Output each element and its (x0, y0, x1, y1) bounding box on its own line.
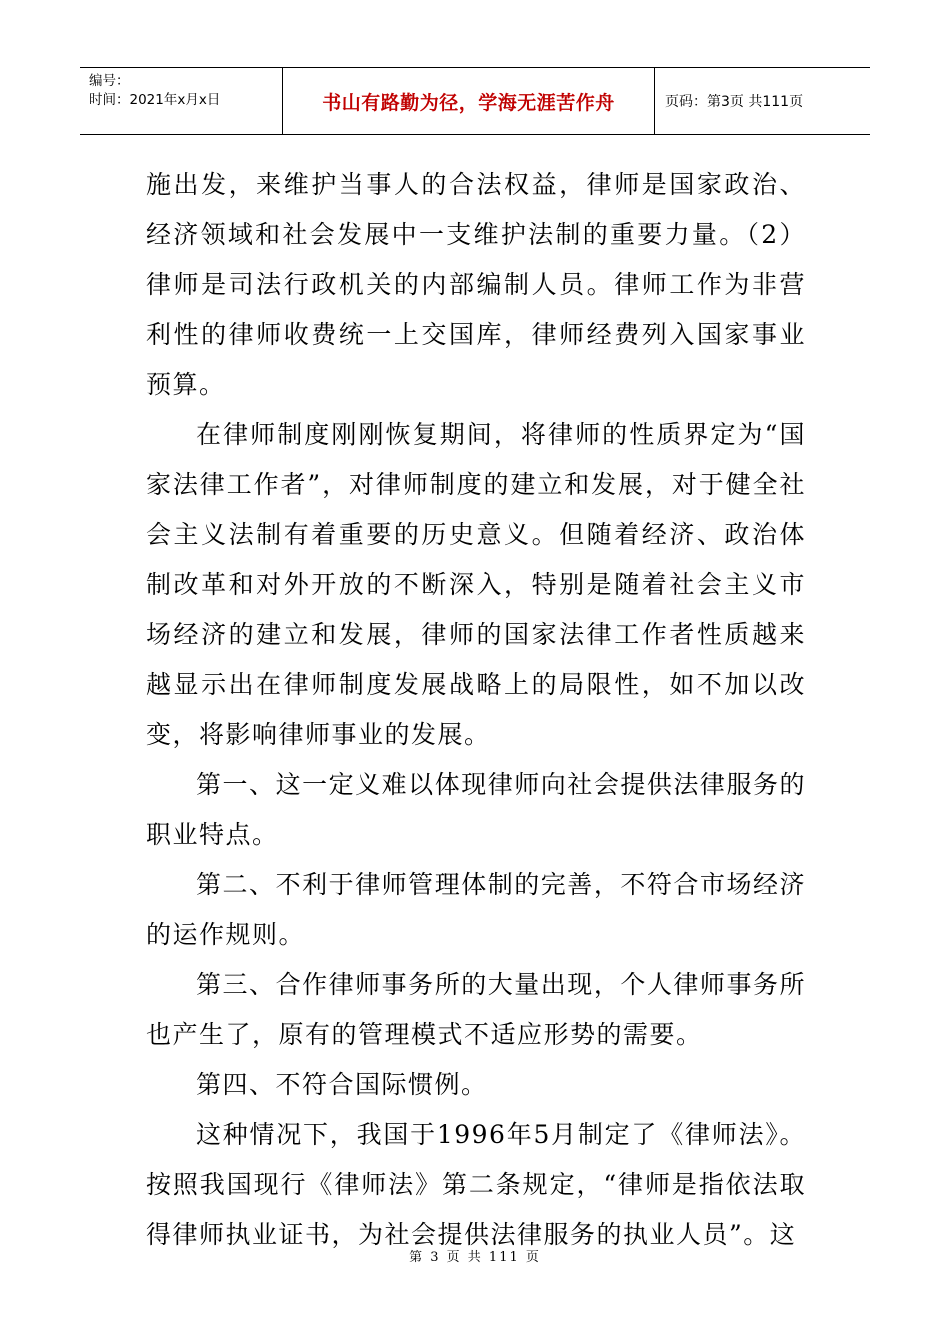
paragraph: 第三、合作律师事务所的大量出现，个人律师事务所也产生了，原有的管理模式不适应形势的需要。 (146, 970, 806, 1049)
paragraph: 第一、这一定义难以体现律师向社会提供法律服务的职业特点。 (146, 770, 806, 849)
document-number-label: 编号： (89, 73, 130, 89)
paragraph: 施出发，来维护当事人的合法权益，律师是国家政治、经济领域和社会发展中一支维护法制的重要力量。（2）律师是司法行政机关的内部编制人员。律师工作为非营利性的律师收费统一上交国库，律师经费列入国家事业预算。 (146, 170, 806, 399)
document-body (146, 160, 806, 1260)
paragraph: 第二、不利于律师管理体制的完善，不符合市场经济的运作规则。 (146, 870, 806, 949)
header-page-info: 页码：第3页 共111页 (665, 94, 804, 110)
header-meta (80, 68, 283, 134)
paragraph: 在律师制度刚刚恢复期间，将律师的性质界定为“国家法律工作者”，对律师制度的建立和发展，对于健全社会主义法制有着重要的历史意义。但随着经济、政治体制改革和对外开放的不断深入，特别是随着社会主义市场经济的建立和发展，律师的国家法律工作者性质越来越显示出在律师制度发展战略上的局限性，如不加以改变，将影响律师事业的发展。 (146, 420, 806, 749)
page-header (80, 67, 870, 135)
paragraph: 这种情况下，我国于1996年5月制定了《律师法》。按照我国现行《律师法》第二条规定，“律师是指依法取得律师执业证书，为社会提供法律服务的执业人员”。这 (146, 1120, 806, 1249)
document-date: 时间：2021年x月x日 (89, 92, 221, 108)
page-footer: 第 3 页 共 111 页 (409, 1250, 541, 1265)
header-motto: 书山有路勤为径，学海无涯苦作舟 (283, 68, 655, 134)
paragraph: 第四、不符合国际惯例。 (196, 1070, 488, 1099)
